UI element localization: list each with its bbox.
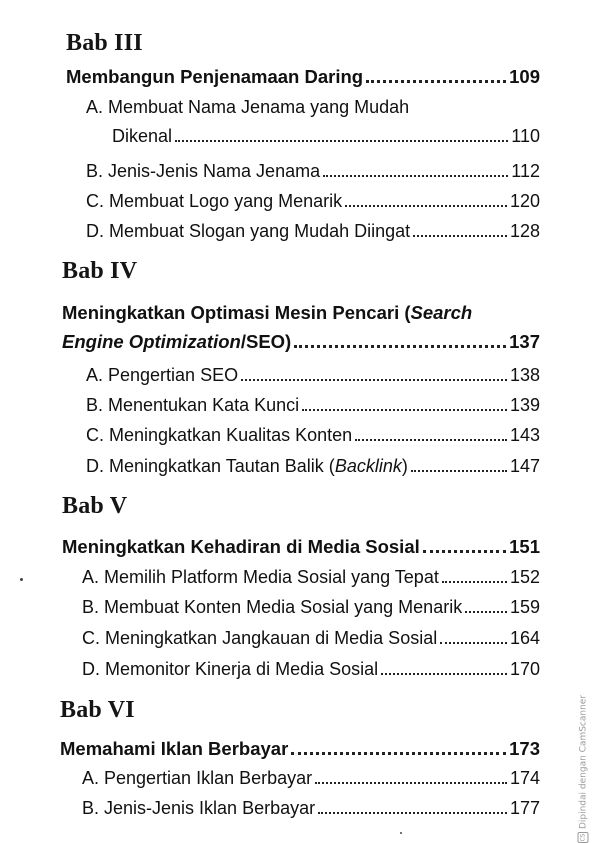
chapter-title-line2 [62, 331, 291, 353]
chapter-title: Membangun Penjenamaan Daring [66, 66, 364, 87]
dot-leader [291, 752, 506, 755]
chapter-title: Memahami Iklan Berbayar [60, 738, 289, 759]
page-number: 170 [509, 659, 540, 679]
bab-5-heading: Bab V [62, 493, 128, 519]
toc-entry [86, 364, 540, 386]
entry-title-part: D. Meningkatkan Tautan Balik ( [86, 456, 335, 476]
bab-4-chapter-entry [62, 331, 540, 353]
dot-leader [442, 581, 507, 583]
page-number: 143 [509, 425, 540, 445]
page-number: 138 [509, 365, 540, 385]
dot-leader [381, 673, 507, 675]
page-number: 120 [509, 191, 540, 211]
page-number: 152 [509, 567, 540, 587]
chapter-title-part: Meningkatkan Optimasi Mesin Pencari ( [62, 302, 411, 323]
toc-entry [86, 190, 540, 212]
page-number: 139 [509, 395, 540, 415]
entry-title: D. Memonitor Kinerja di Media Sosial [82, 659, 379, 679]
entry-title: A. Pengertian SEO [86, 365, 239, 385]
page-number: 177 [509, 798, 540, 818]
entry-title: B. Menentukan Kata Kunci [86, 395, 300, 415]
dot-leader [175, 140, 508, 142]
page-number: 159 [509, 597, 540, 617]
entry-title: Dikenal [112, 126, 173, 146]
toc-entry [86, 220, 540, 242]
page-number: 151 [509, 536, 540, 557]
bab-3-chapter-entry [66, 66, 540, 88]
entry-title-italic: Backlink [334, 456, 402, 476]
toc-entry-line1: A. Membuat Nama Jenama yang Mudah [86, 97, 410, 117]
toc-entry [86, 394, 540, 416]
chapter-title-italic: Engine Optimization [62, 331, 241, 352]
toc-entry [82, 627, 540, 649]
chapter-title: Meningkatkan Kehadiran di Media Sosial [62, 536, 420, 557]
page-number: 112 [511, 161, 540, 181]
toc-entry [86, 455, 540, 477]
entry-title-part: ) [401, 456, 408, 476]
watermark-text-group [578, 695, 589, 843]
toc-entry [82, 566, 540, 588]
chapter-title-part: /SEO) [240, 331, 292, 352]
entry-title: A. Pengertian Iklan Berbayar [82, 768, 313, 788]
dot-leader [315, 782, 507, 784]
entry-title: C. Membuat Logo yang Menarik [86, 191, 343, 211]
dot-leader [355, 439, 507, 441]
dot-leader [465, 611, 507, 613]
toc-entry [82, 767, 540, 789]
dot-leader [302, 409, 507, 411]
scan-speck [20, 578, 23, 581]
page-number: 174 [509, 768, 540, 788]
toc-entry [112, 125, 540, 147]
toc-entry [86, 160, 540, 182]
dot-leader [345, 205, 507, 207]
camscanner-logo-icon: CS [579, 833, 587, 842]
dot-leader [423, 550, 506, 553]
page-number: 137 [509, 331, 540, 352]
scan-speck [400, 832, 402, 834]
page-number: 173 [509, 738, 540, 759]
bab-4-heading: Bab IV [62, 258, 138, 284]
entry-title: B. Jenis-Jenis Iklan Berbayar [82, 798, 316, 818]
entry-title: B. Jenis-Jenis Nama Jenama [86, 161, 321, 181]
bab-3-heading: Bab III [66, 30, 143, 56]
entry-title: C. Meningkatkan Jangkauan di Media Sosial [82, 628, 438, 648]
entry-title: B. Membuat Konten Media Sosial yang Menarik [82, 597, 463, 617]
dot-leader [323, 175, 508, 177]
dot-leader [241, 379, 507, 381]
dot-leader [411, 470, 507, 472]
bab-4-chapter-line1 [62, 302, 472, 324]
entry-title [86, 455, 408, 477]
toc-entry [82, 797, 540, 819]
page-number: 128 [509, 221, 540, 241]
dot-leader [318, 812, 507, 814]
toc-entry [86, 424, 540, 446]
scanner-watermark [573, 694, 593, 842]
entry-title: D. Membuat Slogan yang Mudah Diingat [86, 221, 411, 241]
entry-title: A. Memilih Platform Media Sosial yang Tepat [82, 567, 439, 587]
toc-entry [82, 658, 540, 680]
dot-leader [366, 80, 506, 83]
dot-leader [440, 642, 507, 644]
page-number: 110 [511, 126, 540, 146]
watermark-text: Dipindai dengan CamScanner [578, 694, 589, 830]
toc-entry [82, 596, 540, 618]
page-number: 147 [509, 456, 540, 476]
bab-6-chapter-entry [60, 738, 540, 760]
bab-6-heading: Bab VI [60, 697, 135, 723]
dot-leader [294, 345, 506, 348]
page-number: 109 [509, 66, 540, 87]
chapter-title-italic: Search [410, 302, 473, 323]
dot-leader [413, 235, 507, 237]
entry-title: C. Meningkatkan Kualitas Konten [86, 425, 353, 445]
bab-5-chapter-entry [62, 536, 540, 558]
page-number: 164 [509, 628, 540, 648]
